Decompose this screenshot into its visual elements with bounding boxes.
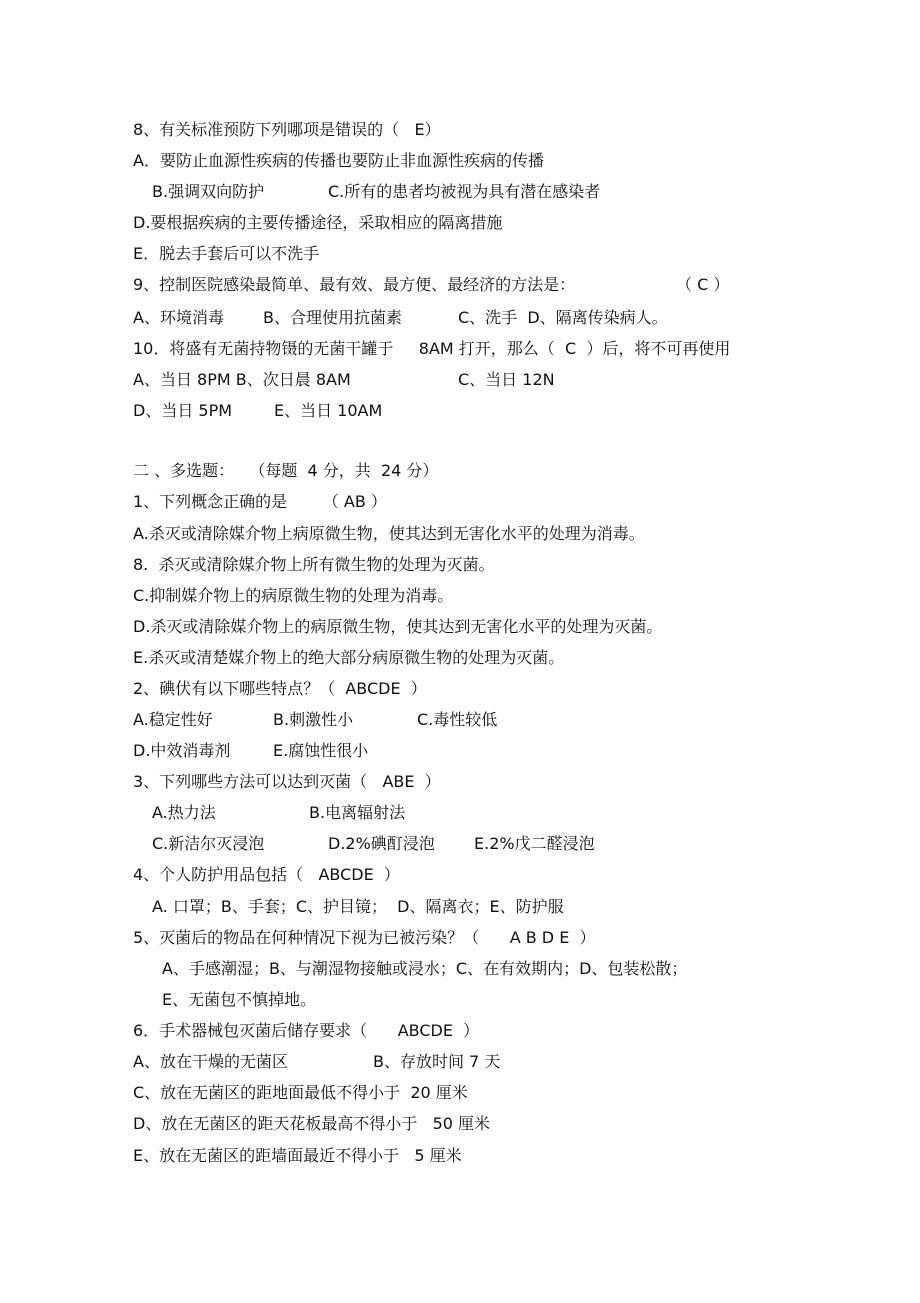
m3-option-e: E.2%戊二醛浸泡 xyxy=(474,834,595,853)
m6-option-a: A、放在干燥的无菌区 xyxy=(133,1052,288,1071)
q9-answer: （ C ） xyxy=(676,275,730,294)
m3-option-c: C.新洁尔灭浸泡 xyxy=(152,834,265,853)
m5-options-line2: E、无菌包不慎掉地。 xyxy=(162,990,317,1009)
m1-option-d: D.杀灭或清除媒介物上的病原微生物，使其达到无害化水平的处理为灭菌。 xyxy=(133,617,663,636)
m3-option-a: A.热力法 xyxy=(152,803,216,822)
m3-option-d: D.2%碘酊浸泡 xyxy=(328,834,435,853)
m6-option-b: B、存放时间 7 天 xyxy=(373,1052,501,1071)
q9-option-a: A、环境消毒 xyxy=(133,308,224,327)
m5-options-line1: A、手感潮湿；B、与潮湿物接触或浸水；C、在有效期内；D、包装松散； xyxy=(162,959,688,978)
q10-stem: 10．将盛有无菌持物镊的无菌干罐于 8AM 打开，那么（ C ）后，将不可再使用 xyxy=(133,339,731,358)
q8-option-e: E．脱去手套后可以不洗手 xyxy=(133,244,320,263)
m1-option-c: C.抑制媒介物上的病原微生物的处理为消毒。 xyxy=(133,586,454,605)
q9-option-cd: C、洗手 D、隔离传染病人。 xyxy=(458,308,668,327)
m3-stem: 3、下列哪些方法可以达到灭菌（ ABE ） xyxy=(133,772,441,791)
m2-option-e: E.腐蚀性很小 xyxy=(273,741,369,760)
m4-options: A. 口罩；B、手套；C、护目镜； D、隔离衣；E、防护服 xyxy=(152,897,564,916)
q9-option-b: B、合理使用抗菌素 xyxy=(263,308,402,327)
q8-option-c: C.所有的患者均被视为具有潜在感染者 xyxy=(328,182,601,201)
m2-option-a: A.稳定性好 xyxy=(133,710,213,729)
m1-option-e: E.杀灭或清楚媒介物上的绝大部分病原微生物的处理为灭菌。 xyxy=(133,648,565,667)
q8-option-a: A．要防止血源性疾病的传播也要防止非血源性疾病的传播 xyxy=(133,151,544,170)
q8-option-d: D.要根据疾病的主要传播途径，采取相应的隔离措施 xyxy=(133,213,503,232)
section-heading-multiple-choice: 二 、多选题： （每题 4 分，共 24 分） xyxy=(133,461,439,480)
q10-option-ab: A、当日 8PM B、次日晨 8AM xyxy=(133,370,351,389)
m2-stem: 2、碘伏有以下哪些特点？（ ABCDE ） xyxy=(133,679,427,698)
m2-option-c: C.毒性较低 xyxy=(417,710,498,729)
q8-option-b: B.强调双向防护 xyxy=(152,182,265,201)
m6-option-c: C、放在无菌区的距地面最低不得小于 20 厘米 xyxy=(133,1083,468,1102)
q9-stem: 9、控制医院感染最简单、最有效、最方便、最经济的方法是： xyxy=(133,275,576,294)
m6-option-d: D、放在无菌区的距天花板最高不得小于 50 厘米 xyxy=(133,1114,491,1133)
m2-option-d: D.中效消毒剂 xyxy=(133,741,231,760)
q10-option-e: E、当日 10AM xyxy=(274,401,383,420)
m4-stem: 4、个人防护用品包括（ ABCDE ） xyxy=(133,865,400,884)
m1-option-a: A.杀灭或清除媒介物上病原微生物，使其达到无害化水平的处理为消毒。 xyxy=(133,524,645,543)
m5-stem: 5、灭菌后的物品在何种情况下视为已被污染？（ A B D E ） xyxy=(133,928,596,947)
m1-option-b: 8. 杀灭或清除媒介物上所有微生物的处理为灭菌。 xyxy=(133,555,495,574)
m6-option-e: E、放在无菌区的距墙面最近不得小于 5 厘米 xyxy=(133,1146,462,1165)
m3-option-b: B.电离辐射法 xyxy=(309,803,406,822)
m1-stem: 1、下列概念正确的是 （ AB ） xyxy=(133,492,387,511)
q10-option-d: D、当日 5PM xyxy=(133,401,233,420)
m6-stem: 6．手术器械包灭菌后储存要求（ ABCDE ） xyxy=(133,1021,480,1040)
q8-stem: 8、有关标准预防下列哪项是错误的（ E） xyxy=(133,120,441,139)
q10-option-c: C、当日 12N xyxy=(458,370,555,389)
m2-option-b: B.刺激性小 xyxy=(273,710,354,729)
